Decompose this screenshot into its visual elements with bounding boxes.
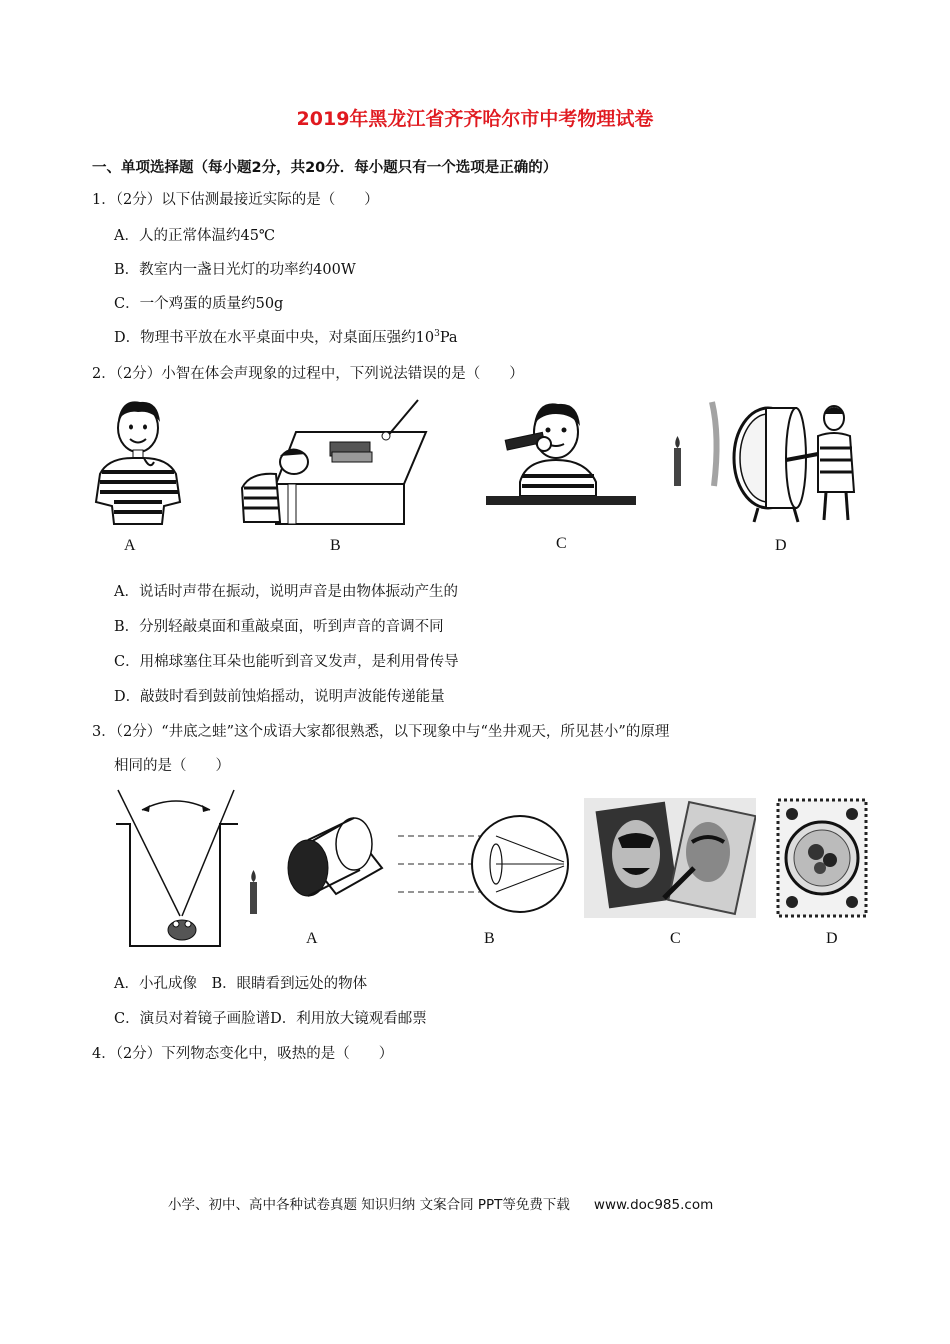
q1-option-a: A．人的正常体温约45℃ <box>114 228 276 244</box>
q1-option-d-text: D．物理书平放在水平桌面中央，对桌面压强约10 <box>114 330 435 346</box>
q1-option-c: C．一个鸡蛋的质量约50g <box>114 296 284 312</box>
q3-figure-a-pinhole-camera <box>244 804 394 922</box>
section-heading: 一、单项选择题（每小题2分，共20分．每小题只有一个选项是正确的） <box>92 160 558 176</box>
q2-stem: 2．（2分）小智在体会声现象的过程中，下列说法错误的是（ ） <box>92 366 524 382</box>
q2-figure-b-table-knock <box>236 392 436 532</box>
q3-stem-line1: 3．（2分）“井底之蛙”这个成语大家都很熟悉，以下现象中与“坐井观天，所见甚小”的原理 <box>92 724 670 740</box>
q2-option-b: B．分别轻敲桌面和重敲桌面，听到声音的音调不同 <box>114 619 444 635</box>
q3-figure-label-b: B <box>484 930 495 947</box>
footer-text: 小学、初中、高中各种试卷真题 知识归纳 文案合同 PPT等免费下载 <box>168 1197 570 1213</box>
q1-option-d-unit: Pa <box>439 330 458 346</box>
q1-option-d <box>114 328 458 348</box>
footer-site-link[interactable]: www.doc985.com <box>593 1197 714 1213</box>
q2-option-d: D．敲鼓时看到鼓前蚀焰摇动，说明声波能传递能量 <box>114 689 445 705</box>
q1-stem: 1．（2分）以下估测最接近实际的是（ ） <box>92 192 379 208</box>
q3-figure-label-d: D <box>826 930 838 947</box>
q3-options-cd: C．演员对着镜子画脸谱D．利用放大镜观看邮票 <box>114 1011 427 1027</box>
q3-figure-b-eye <box>396 806 576 922</box>
q3-stem-line2: 相同的是（ ） <box>114 758 230 774</box>
q2-option-a: A．说话时声带在振动，说明声音是由物体振动产生的 <box>114 584 458 600</box>
q2-figure-label-d: D <box>775 537 787 554</box>
q3-figure-c-mirror-face-paint <box>584 798 756 918</box>
q2-figure-label-b: B <box>330 537 341 554</box>
page-footer <box>168 1193 713 1213</box>
q3-figure-well-frog <box>112 786 242 950</box>
q1-option-b: B．教室内一盏日光灯的功率约400W <box>114 262 356 278</box>
q2-figure-label-a: A <box>124 537 136 554</box>
q3-options-ab: A．小孔成像 B．眼睛看到远处的物体 <box>114 976 368 992</box>
q4-stem: 4．（2分）下列物态变化中，吸热的是（ ） <box>92 1046 394 1062</box>
q3-figure-label-a: A <box>306 930 318 947</box>
q2-figure-d-drum-candle <box>668 396 864 524</box>
q3-figure-d-stamp-magnifier <box>776 798 868 918</box>
q2-option-c: C．用棉球塞住耳朵也能听到音叉发声，是利用骨传导 <box>114 654 459 670</box>
q2-figure-a-speaking-boy <box>88 392 188 532</box>
q1-option-d-exponent: 3 <box>434 329 440 340</box>
q2-figure-label-c: C <box>556 535 567 552</box>
q2-figure-c-tuning-fork <box>486 392 636 507</box>
q3-figure-label-c: C <box>670 930 681 947</box>
exam-title: 2019年黑龙江省齐齐哈尔市中考物理试卷 <box>296 108 654 130</box>
